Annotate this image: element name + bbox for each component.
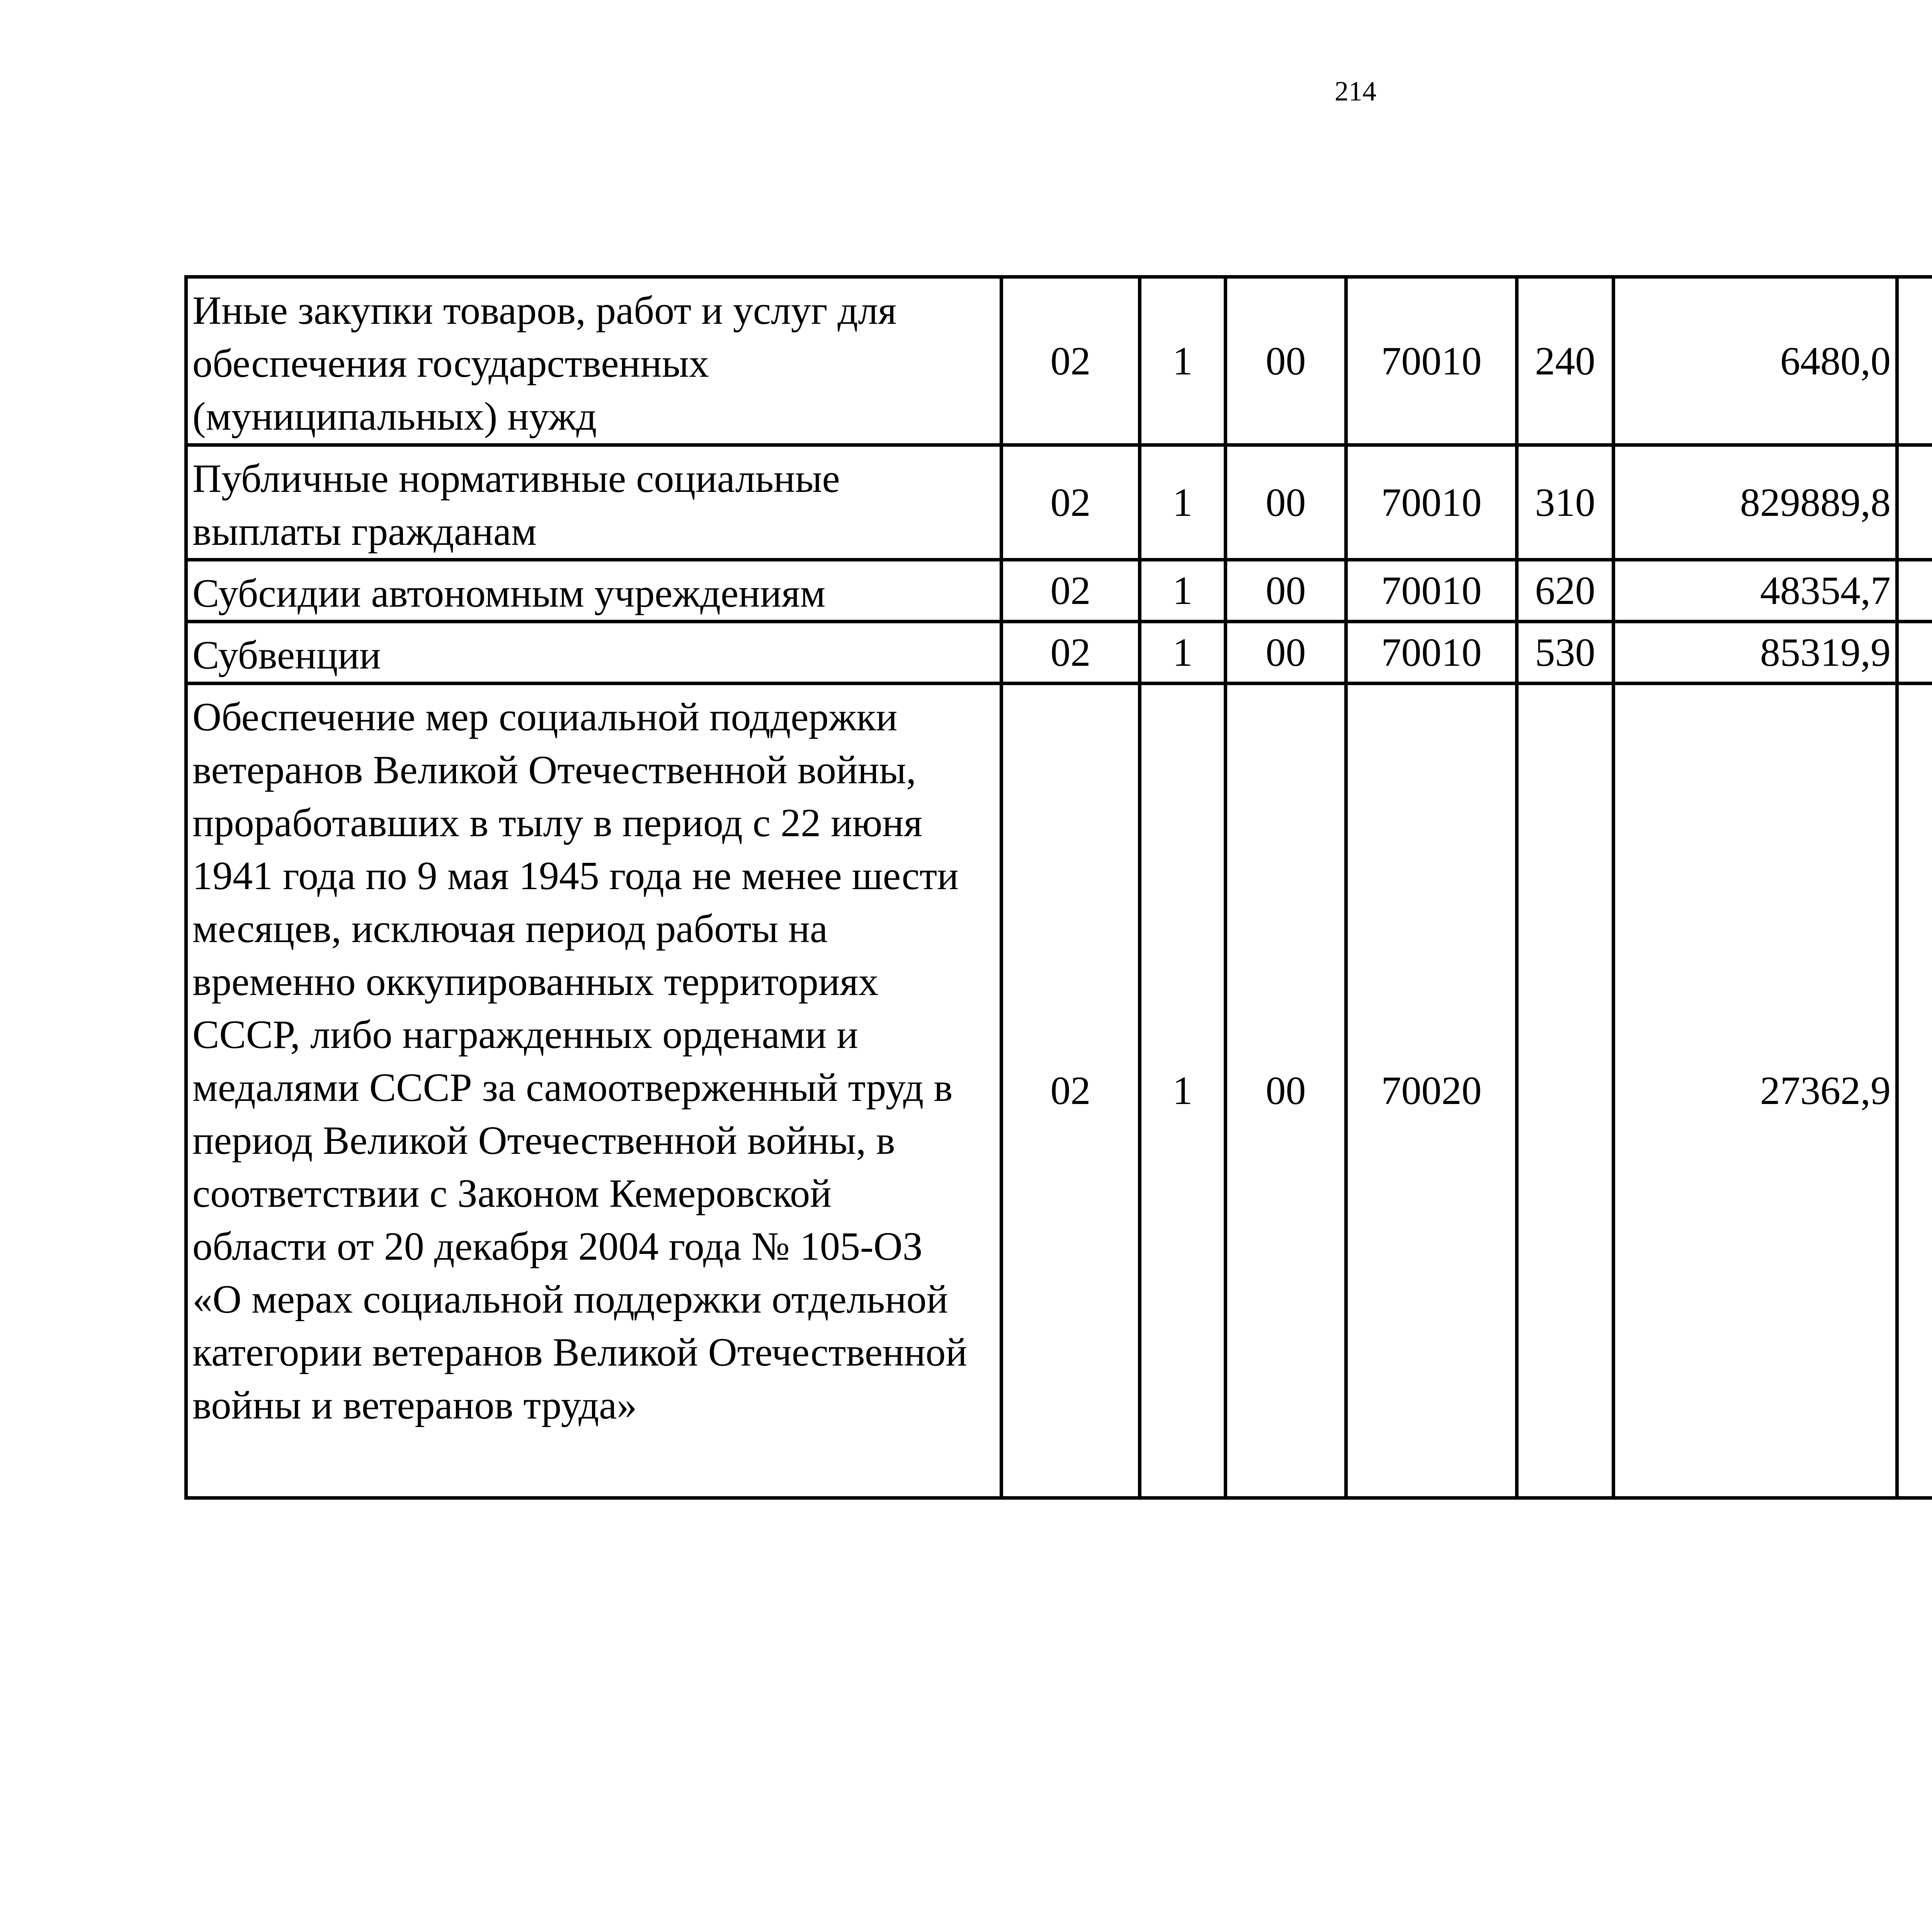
table-row [186,445,1932,560]
item-name-cell [186,445,1002,560]
expense-type-code: 530 [1517,622,1614,684]
program-code: 00 [1226,277,1346,445]
expense-type-code: 310 [1517,445,1614,560]
item-name: Субсидии автономным учреждениям [192,571,826,616]
table-row [186,622,1932,684]
amount-year-1: 48354,7 [1614,560,1897,622]
item-name-cell [186,560,1002,622]
expense-type-code: 240 [1517,277,1614,445]
target-article-code: 70010 [1346,277,1517,445]
target-article-code: 70010 [1346,560,1517,622]
amount-year-1: 27362,9 [1614,684,1897,1498]
section-code: 02 [1002,277,1140,445]
program-code: 00 [1226,622,1346,684]
section-code: 02 [1002,684,1140,1498]
subsection-code: 1 [1140,560,1226,622]
program-code: 00 [1226,445,1346,560]
amount-year-1: 6480,0 [1614,277,1897,445]
page-number: 214 [1335,76,1376,107]
amount-year-2 [1897,560,1932,622]
target-article-code: 70010 [1346,622,1517,684]
amount-year-1: 85319,9 [1614,622,1897,684]
item-name: Обеспечение мер социальной поддержки ветеранов Великой Отечественной войны, проработавших в тылу в период с 22 июня 1941 года по 9 мая 1945 года не менее шести месяцев, исключая период работы на временно оккупированных территориях СССР, либо награжденных орденами и медалями СССР за самоотверженный труд в период Великой Отечественной войны, в соответствии с Законом Кемеровской области от 20 декабря 2004 года № 105-ОЗ «О мерах социальной поддержки отдельной категории ветеранов Великой Отечественной войны и ветеранов труда» [192,695,967,1427]
amount-year-1: 829889,8 [1614,445,1897,560]
section-code: 02 [1002,560,1140,622]
item-name: Иные закупки товаров, работ и услуг для обеспечения государственных (муниципальных) нужд [192,288,897,439]
target-article-code: 70020 [1346,684,1517,1498]
section-code: 02 [1002,445,1140,560]
item-name: Субвенции [192,633,381,677]
amount-year-2 [1897,622,1932,684]
expense-type-code [1517,684,1614,1498]
item-name-cell [186,622,1002,684]
section-code: 02 [1002,622,1140,684]
budget-table [184,275,1932,1500]
expense-type-code: 620 [1517,560,1614,622]
table-row [186,277,1932,445]
item-name-cell [186,684,1002,1498]
amount-year-2 [1897,684,1932,1498]
item-name-cell [186,277,1002,445]
program-code: 00 [1226,684,1346,1498]
subsection-code: 1 [1140,277,1226,445]
amount-year-2 [1897,445,1932,560]
program-code: 00 [1226,560,1346,622]
item-name: Публичные нормативные социальные выплаты гражданам [192,456,840,554]
table-row [186,684,1932,1498]
subsection-code: 1 [1140,684,1226,1498]
table-row [186,560,1932,622]
target-article-code: 70010 [1346,445,1517,560]
amount-year-2 [1897,277,1932,445]
subsection-code: 1 [1140,622,1226,684]
subsection-code: 1 [1140,445,1226,560]
